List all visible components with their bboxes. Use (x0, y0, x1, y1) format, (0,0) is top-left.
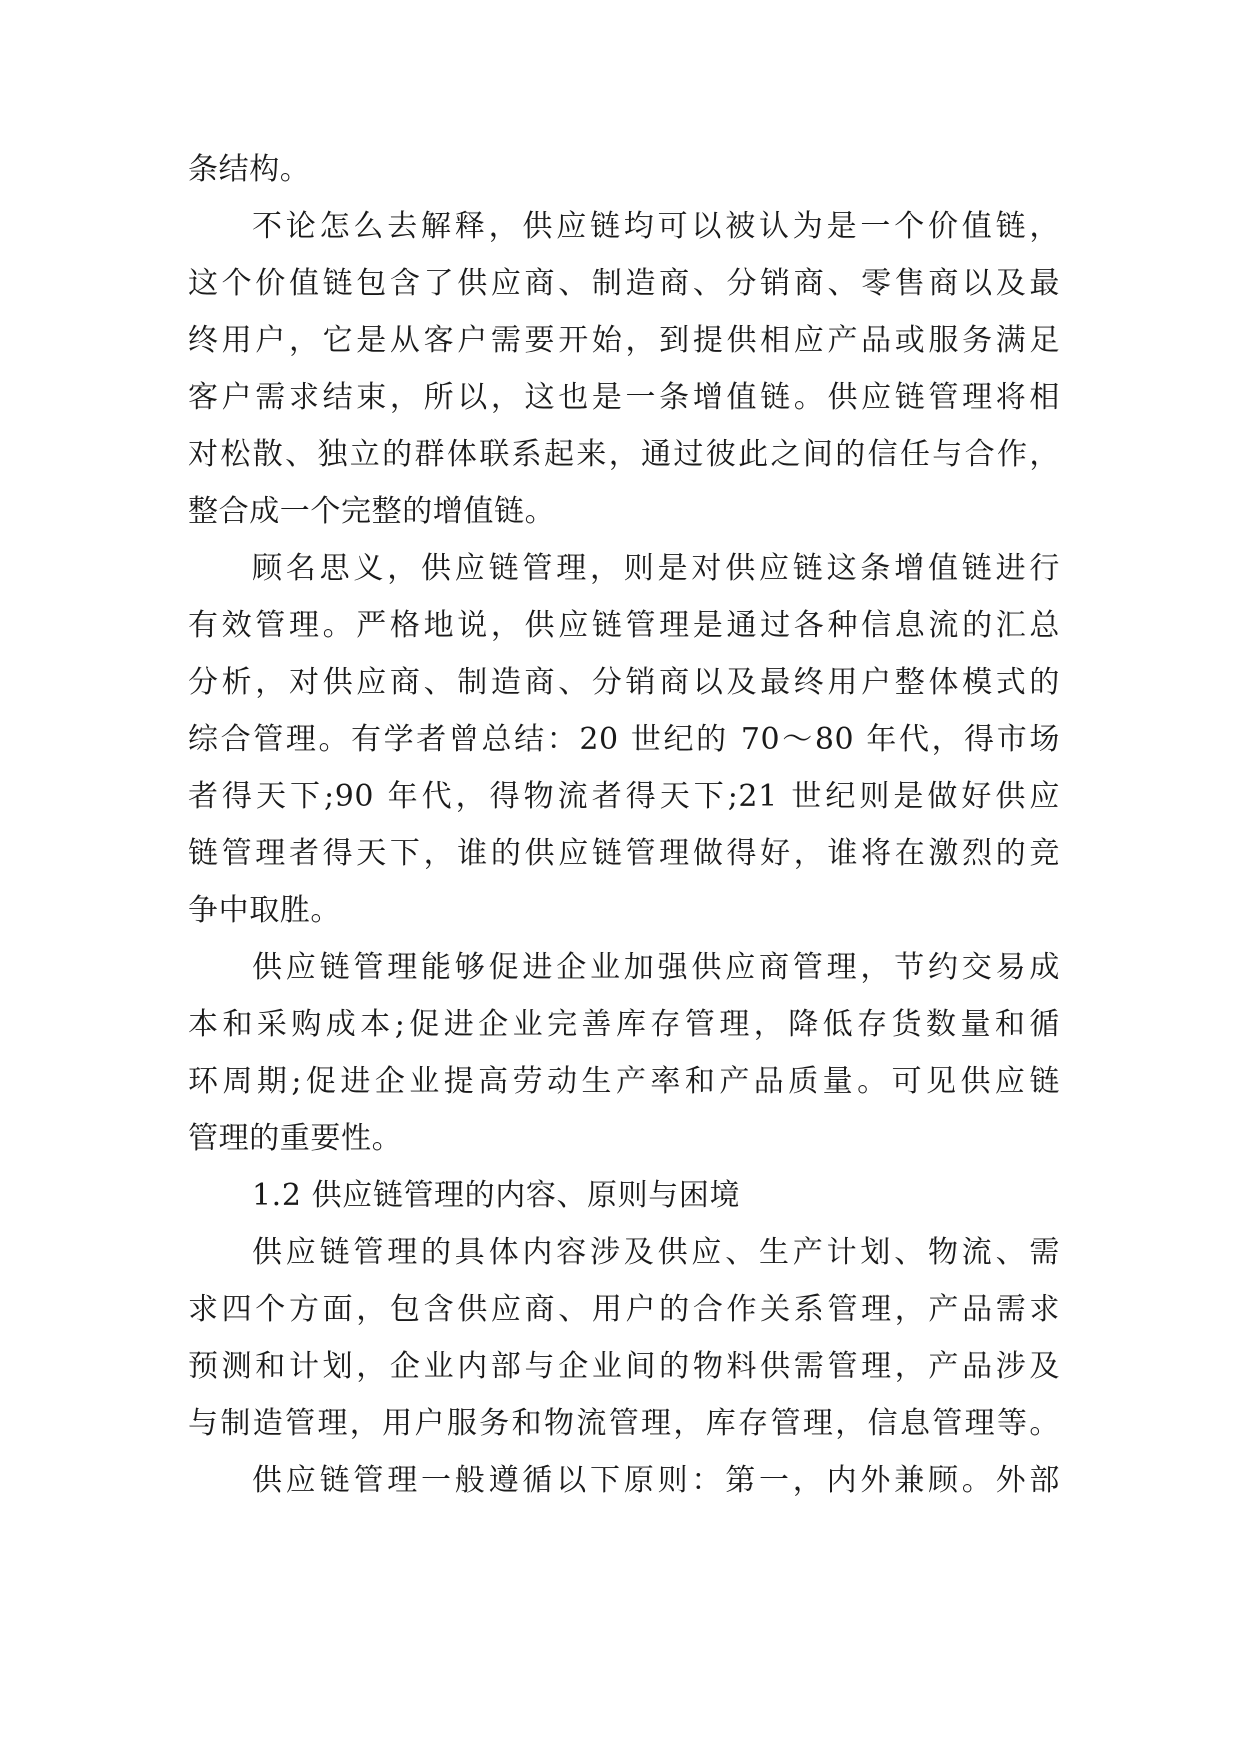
paragraph-first-line: 供应链管理的具体内容涉及供应、生产计划、物流、需 (252, 1235, 1060, 1270)
text-line: 求四个方面，包含供应商、用户的合作关系管理，产品需求 (188, 1292, 1060, 1327)
text-line: 链管理者得天下，谁的供应链管理做得好，谁将在激烈的竞 (188, 836, 1060, 871)
text-line: 这个价值链包含了供应商、制造商、分销商、零售商以及最 (188, 266, 1060, 301)
text-line: 环周期;促进企业提高劳动生产率和产品质量。可见供应链 (188, 1064, 1060, 1099)
text-line: 与制造管理，用户服务和物流管理，库存管理，信息管理等。 (188, 1406, 1060, 1441)
text-line: 分析，对供应商、制造商、分销商以及最终用户整体模式的 (188, 665, 1060, 700)
text-line: 本和采购成本;促进企业完善库存管理，降低存货数量和循 (188, 1007, 1060, 1042)
text-line: 对松散、独立的群体联系起来，通过彼此之间的信任与合作， (188, 437, 1060, 472)
paragraph-first-line: 不论怎么去解释，供应链均可以被认为是一个价值链， (252, 209, 1060, 244)
paragraph-first-line: 供应链管理能够促进企业加强供应商管理，节约交易成 (252, 950, 1060, 985)
section-heading: 1.2 供应链管理的内容、原则与困境 (252, 1178, 741, 1213)
text-line: 有效管理。严格地说，供应链管理是通过各种信息流的汇总 (188, 608, 1060, 643)
text-line: 争中取胜。 (188, 893, 341, 928)
paragraph-first-line: 供应链管理一般遵循以下原则：第一，内外兼顾。外部 (252, 1463, 1060, 1498)
text-line: 综合管理。有学者曾总结：20 世纪的 70～80 年代，得市场 (188, 722, 1060, 757)
paragraph-first-line: 顾名思义，供应链管理，则是对供应链这条增值链进行 (252, 551, 1060, 586)
text-line: 预测和计划，企业内部与企业间的物料供需管理，产品涉及 (188, 1349, 1060, 1384)
text-line: 条结构。 (188, 152, 311, 187)
text-line: 整合成一个完整的增值链。 (188, 494, 556, 529)
text-line: 客户需求结束，所以，这也是一条增值链。供应链管理将相 (188, 380, 1060, 415)
text-line: 者得天下;90 年代，得物流者得天下;21 世纪则是做好供应 (188, 779, 1060, 814)
text-line: 终用户，它是从客户需要开始，到提供相应产品或服务满足 (188, 323, 1060, 358)
text-line: 管理的重要性。 (188, 1121, 403, 1156)
